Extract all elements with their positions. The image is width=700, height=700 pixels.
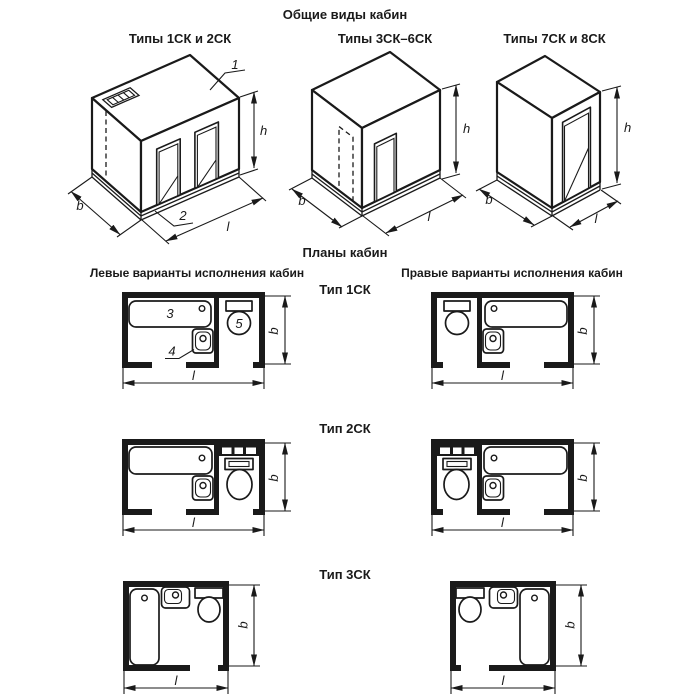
iso-view-types-7sk-8sk [468, 48, 658, 240]
dim-b-label: b [562, 621, 578, 629]
callout-number: 2 [179, 208, 187, 223]
dim-b-label: b [298, 193, 306, 208]
plan-1sk-left [122, 292, 307, 396]
dim-l-label: l [501, 515, 504, 530]
iso-label-types-1sk-2sk: Типы 1СК и 2СК [128, 31, 232, 46]
callout-number: 1 [231, 57, 239, 72]
door-opening [157, 139, 181, 205]
door-opening [563, 107, 591, 202]
callout-toilet: 5 [235, 316, 243, 331]
dim-b-label: b [575, 474, 590, 482]
plan-3sk-right [450, 581, 600, 699]
figure-title: Общие виды кабин [282, 7, 408, 22]
dim-b-label: b [575, 327, 590, 335]
left-column-header: Левые варианты исполнения кабин [89, 266, 305, 280]
row-label-type-1sk: Тип 1СК [319, 282, 371, 297]
callout-bathtub: 3 [166, 306, 174, 321]
height-dimension [602, 86, 631, 189]
plan-2sk-left [122, 439, 307, 543]
dim-b-label: b [266, 474, 281, 482]
callout-number: 4 [168, 343, 176, 359]
dim-h-label: h [624, 120, 632, 135]
iso-label-types-3sk-6sk: Типы 3СК–6СК [337, 31, 433, 46]
dim-l-label: l [174, 673, 178, 688]
dim-h-label: h [463, 121, 471, 136]
dim-b-label: b [485, 192, 493, 207]
door-opening [375, 133, 397, 202]
dim-l-label: l [226, 219, 230, 234]
height-dimension [442, 84, 470, 179]
iso-label-types-7sk-8sk: Типы 7СК и 8СК [503, 31, 606, 46]
plan-2sk-right [431, 439, 616, 543]
row-label-type-2sk: Тип 2СК [319, 421, 371, 436]
plans-section-title: Планы кабин [302, 245, 388, 260]
right-column-header: Правые варианты исполнения кабин [401, 266, 623, 280]
dim-l-label: l [501, 673, 505, 688]
dim-l-label: l [501, 368, 504, 383]
iso-view-types-1sk-2sk [55, 48, 285, 250]
callout-washbasin [165, 344, 194, 359]
dim-l-label: l [192, 368, 195, 383]
door-opening [195, 122, 219, 188]
iso-view-types-3sk-6sk [283, 48, 483, 244]
plan-1sk-right [431, 292, 616, 396]
dim-l-label: l [594, 211, 598, 226]
row-label-type-3sk: Тип 3СК [319, 567, 371, 582]
dim-b-label: b [76, 198, 84, 213]
dim-l-label: l [427, 209, 431, 224]
plan-3sk-left [123, 581, 273, 699]
dim-b-label: b [266, 327, 281, 335]
dim-h-label: h [260, 123, 268, 138]
dim-b-label: b [235, 621, 251, 629]
dim-l-label: l [192, 515, 195, 530]
height-dimension [240, 91, 267, 175]
